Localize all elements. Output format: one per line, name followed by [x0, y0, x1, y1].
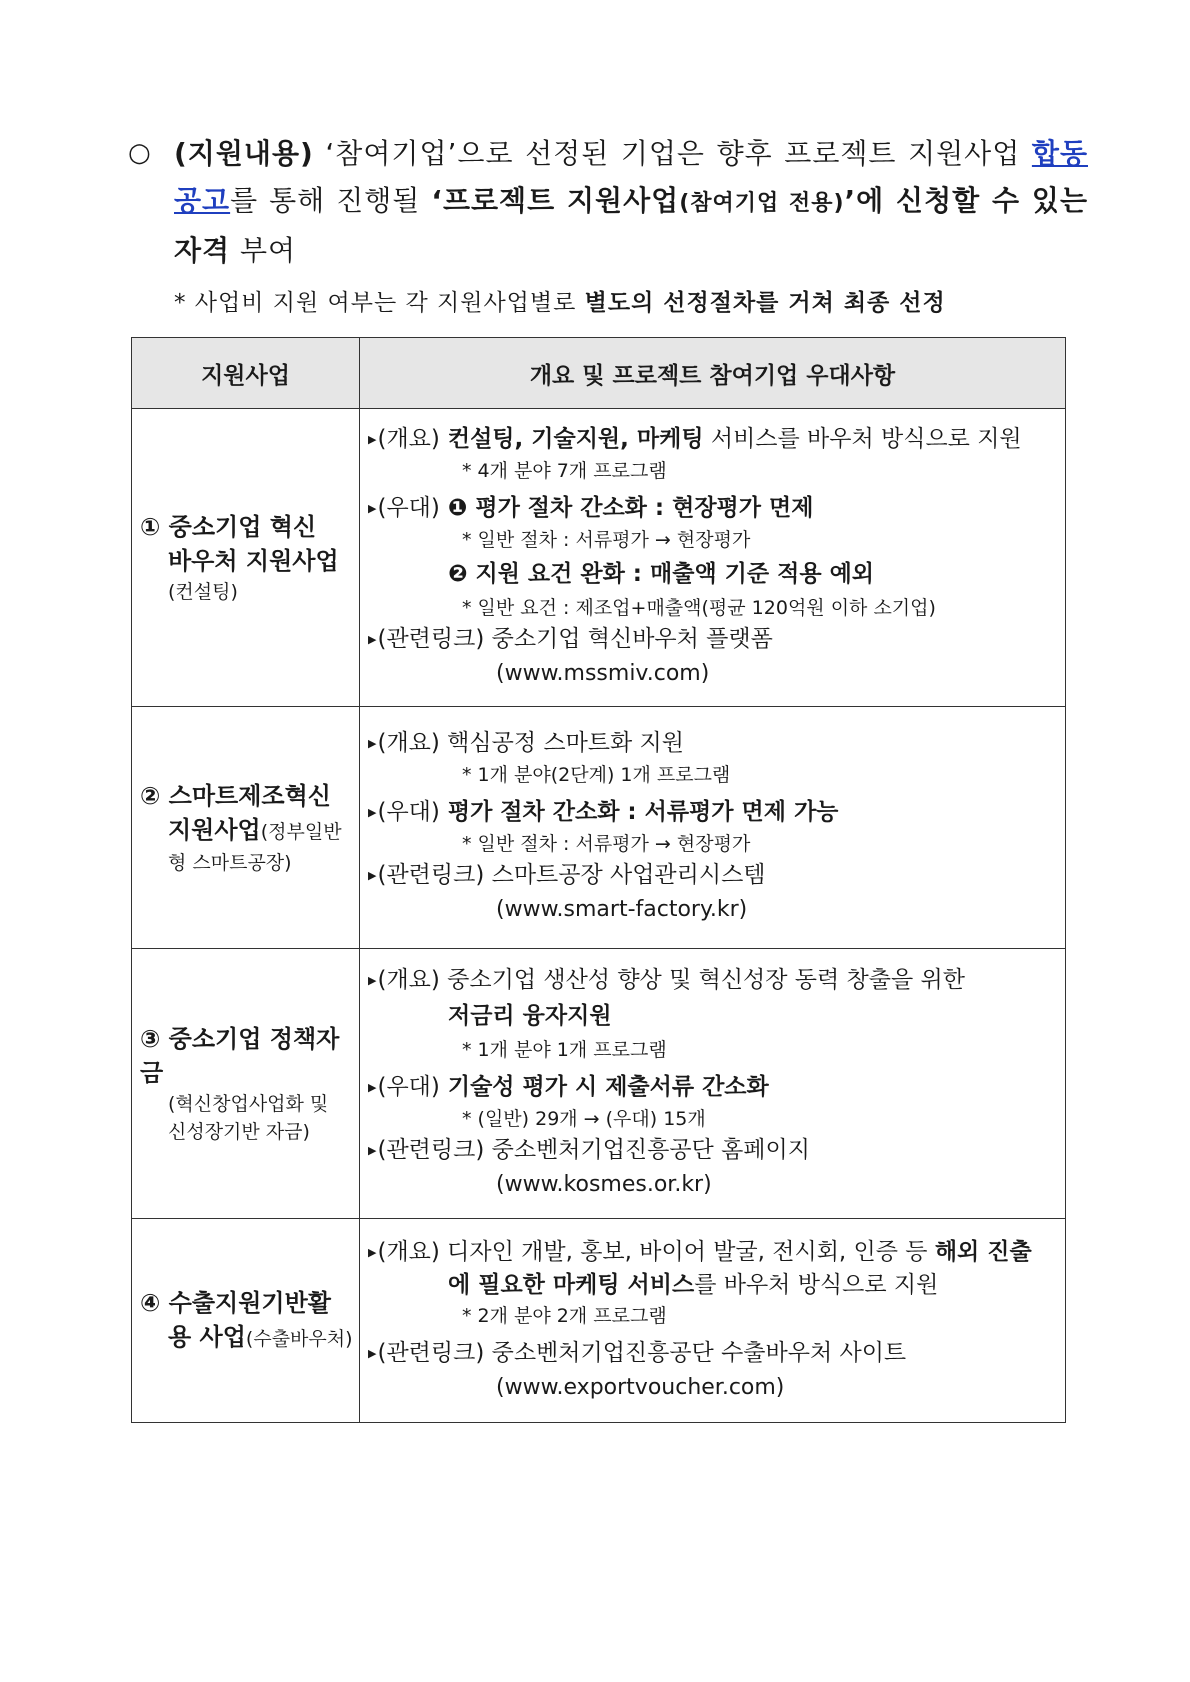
link-line	[368, 1337, 1055, 1370]
intro-bold-b: ’에 신청할 수 있는 자격	[174, 184, 1088, 267]
header-program: 지원사업	[132, 338, 360, 409]
benefit-prefix: (우대)	[377, 799, 440, 825]
overview-line	[368, 1236, 1055, 1269]
benefit-1: ❶ 평가 절차 간소화 : 현장평가 면제	[439, 495, 814, 521]
intro-paragraph	[128, 130, 1088, 274]
overview-rest-2: 를 바우처 방식으로 지원	[694, 1271, 939, 1298]
benefit-1: 평가 절차 간소화 : 서류평가 면제 가능	[439, 799, 839, 825]
header-overview: 개요 및 프로젝트 참여기업 우대사항	[360, 338, 1066, 409]
triangle-bullet-icon: ▶	[368, 806, 377, 819]
intro-note	[128, 284, 1088, 317]
related-url[interactable]: (www.kosmes.or.kr)	[496, 1172, 712, 1197]
overview-line	[368, 423, 1055, 456]
benefit-line	[368, 796, 1055, 829]
program-name	[140, 779, 353, 849]
intro-bold-paren: (참여기업 전용)	[679, 191, 845, 216]
benefit-2-note: * 일반 요건 : 제조업+매출액(평균 120억원 이하 소기업)	[462, 597, 936, 619]
overview-note: * 1개 분야(2단계) 1개 프로그램	[462, 764, 731, 786]
overview-continued	[368, 1269, 1055, 1301]
overview-bold: 해외 진출	[934, 1238, 1032, 1265]
overview-rest: 서비스를 바우처 방식으로 지원	[703, 426, 1022, 452]
program-cell	[132, 1219, 360, 1423]
program-subtitle-1: (혁신창업사업화 및	[168, 1092, 329, 1115]
program-cell	[132, 707, 360, 949]
triangle-bullet-icon: ▶	[368, 974, 377, 987]
intro-bold-a: ‘프로젝트 지원사업	[431, 184, 680, 217]
program-name-line2-text: 지원사업	[168, 815, 261, 844]
table-header-row	[132, 338, 1066, 409]
program-name-line1: ① 중소기업 혁신	[140, 512, 317, 541]
table-row	[132, 1219, 1066, 1423]
overview-prefix: (개요)	[377, 426, 440, 452]
program-name-line2: 바우처 지원사업	[168, 546, 339, 575]
triangle-bullet-icon: ▶	[368, 502, 377, 515]
intro-heading: (지원내용)	[174, 137, 314, 170]
program-name-line2	[140, 1320, 353, 1356]
intro-text-c: 부여	[230, 234, 297, 267]
overview-bold: 컨설팅, 기술지원, 마케팅	[439, 426, 704, 452]
overview-rest: 중소기업 생산성 향상 및 혁신성장 동력 창출을 위한	[439, 967, 965, 993]
overview-rest: 디자인 개발, 홍보, 바이어 발굴, 전시회, 인증 등	[439, 1238, 935, 1265]
link-line	[368, 623, 1055, 656]
benefit-prefix: (우대)	[377, 495, 440, 521]
intro-text-a: ‘참여기업’으로 선정된 기업은 향후 프로젝트 지원사업	[313, 137, 1032, 170]
details-cell	[360, 1219, 1066, 1423]
intro-text-b: 를 통해 진행될	[230, 184, 432, 217]
program-name: ③ 중소기업 정책자금	[140, 1024, 340, 1087]
program-name	[140, 1286, 353, 1356]
triangle-bullet-icon: ▶	[368, 869, 377, 882]
triangle-bullet-icon: ▶	[368, 1081, 377, 1094]
related-link-label: (관련링크) 중소벤처기업진흥공단 홈페이지	[377, 1137, 810, 1163]
overview-note: * 1개 분야 1개 프로그램	[462, 1039, 667, 1061]
related-url[interactable]: (www.exportvoucher.com)	[496, 1374, 785, 1400]
overview-note: * 2개 분야 2개 프로그램	[462, 1304, 667, 1327]
overview-line	[368, 964, 1055, 997]
program-cell	[132, 409, 360, 707]
overview-bold-2: 에 필요한 마케팅 서비스	[448, 1271, 695, 1298]
benefit-line	[368, 1071, 1055, 1104]
table-row	[132, 707, 1066, 949]
triangle-bullet-icon: ▶	[368, 1144, 377, 1157]
triangle-bullet-icon: ▶	[368, 737, 377, 750]
intro-note-bold: 별도의 선정절차를 거쳐 최종 선정	[584, 290, 946, 316]
overview-line	[368, 727, 1055, 760]
support-programs-table	[131, 337, 1066, 1423]
table-row	[132, 949, 1066, 1219]
link-line	[368, 1134, 1055, 1167]
program-name-line2-sub: (정부일반	[260, 820, 342, 843]
table-row	[132, 409, 1066, 707]
program-subtitle-2: 신성장기반 자금)	[168, 1120, 310, 1143]
program-cell	[132, 949, 360, 1219]
program-name-line2	[140, 813, 353, 849]
program-subtitle: 형 스마트공장)	[168, 851, 292, 874]
overview-rest: 핵심공정 스마트화 지원	[439, 730, 684, 756]
related-link-label: (관련링크) 중소기업 혁신바우처 플랫폼	[377, 626, 773, 652]
overview-prefix: (개요)	[377, 730, 440, 756]
benefit-1-note: * 일반 절차 : 서류평가 → 현장평가	[462, 833, 751, 855]
benefit-1-note: * 일반 절차 : 서류평가 → 현장평가	[462, 529, 751, 551]
related-url[interactable]: (www.smart-factory.kr)	[496, 897, 748, 922]
overview-bold: 저금리 융자지원	[448, 1003, 612, 1029]
benefit-2: ❷ 지원 요건 완화 : 매출액 기준 적용 예외	[448, 561, 875, 587]
program-subtitle: (컨설팅)	[168, 580, 238, 603]
related-link-label: (관련링크) 중소벤처기업진흥공단 수출바우처 사이트	[377, 1339, 907, 1366]
triangle-bullet-icon: ▶	[368, 1346, 377, 1360]
program-name	[140, 510, 353, 578]
details-cell	[360, 949, 1066, 1219]
details-cell	[360, 707, 1066, 949]
program-name-line2-sub: (수출바우처)	[245, 1327, 353, 1350]
triangle-bullet-icon: ▶	[368, 433, 377, 446]
benefit-prefix: (우대)	[377, 1074, 440, 1100]
program-name-line1: ④ 수출지원기반활	[140, 1288, 331, 1317]
overview-prefix: (개요)	[377, 967, 440, 993]
benefit-1-note: * (일반) 29개 → (우대) 15개	[462, 1108, 706, 1130]
triangle-bullet-icon: ▶	[368, 633, 377, 646]
joint-announcement-link[interactable]: 합동공고	[174, 137, 1088, 217]
program-name-line1: ② 스마트제조혁신	[140, 781, 331, 810]
overview-prefix: (개요)	[377, 1238, 440, 1265]
triangle-bullet-icon: ▶	[368, 1245, 377, 1259]
intro-note-plain: * 사업비 지원 여부는 각 지원사업별로	[174, 290, 585, 316]
bullet-circle-icon: ○	[128, 138, 152, 168]
program-name-line2-text: 용 사업	[168, 1322, 246, 1351]
benefit-line	[368, 492, 1055, 525]
intro-section	[128, 130, 1088, 317]
related-link-label: (관련링크) 스마트공장 사업관리시스템	[377, 862, 766, 888]
related-url[interactable]: (www.mssmiv.com)	[496, 661, 710, 686]
overview-note: * 4개 분야 7개 프로그램	[462, 460, 667, 482]
link-line	[368, 859, 1055, 892]
benefit-1: 기술성 평가 시 제출서류 간소화	[439, 1074, 769, 1100]
details-cell	[360, 409, 1066, 707]
